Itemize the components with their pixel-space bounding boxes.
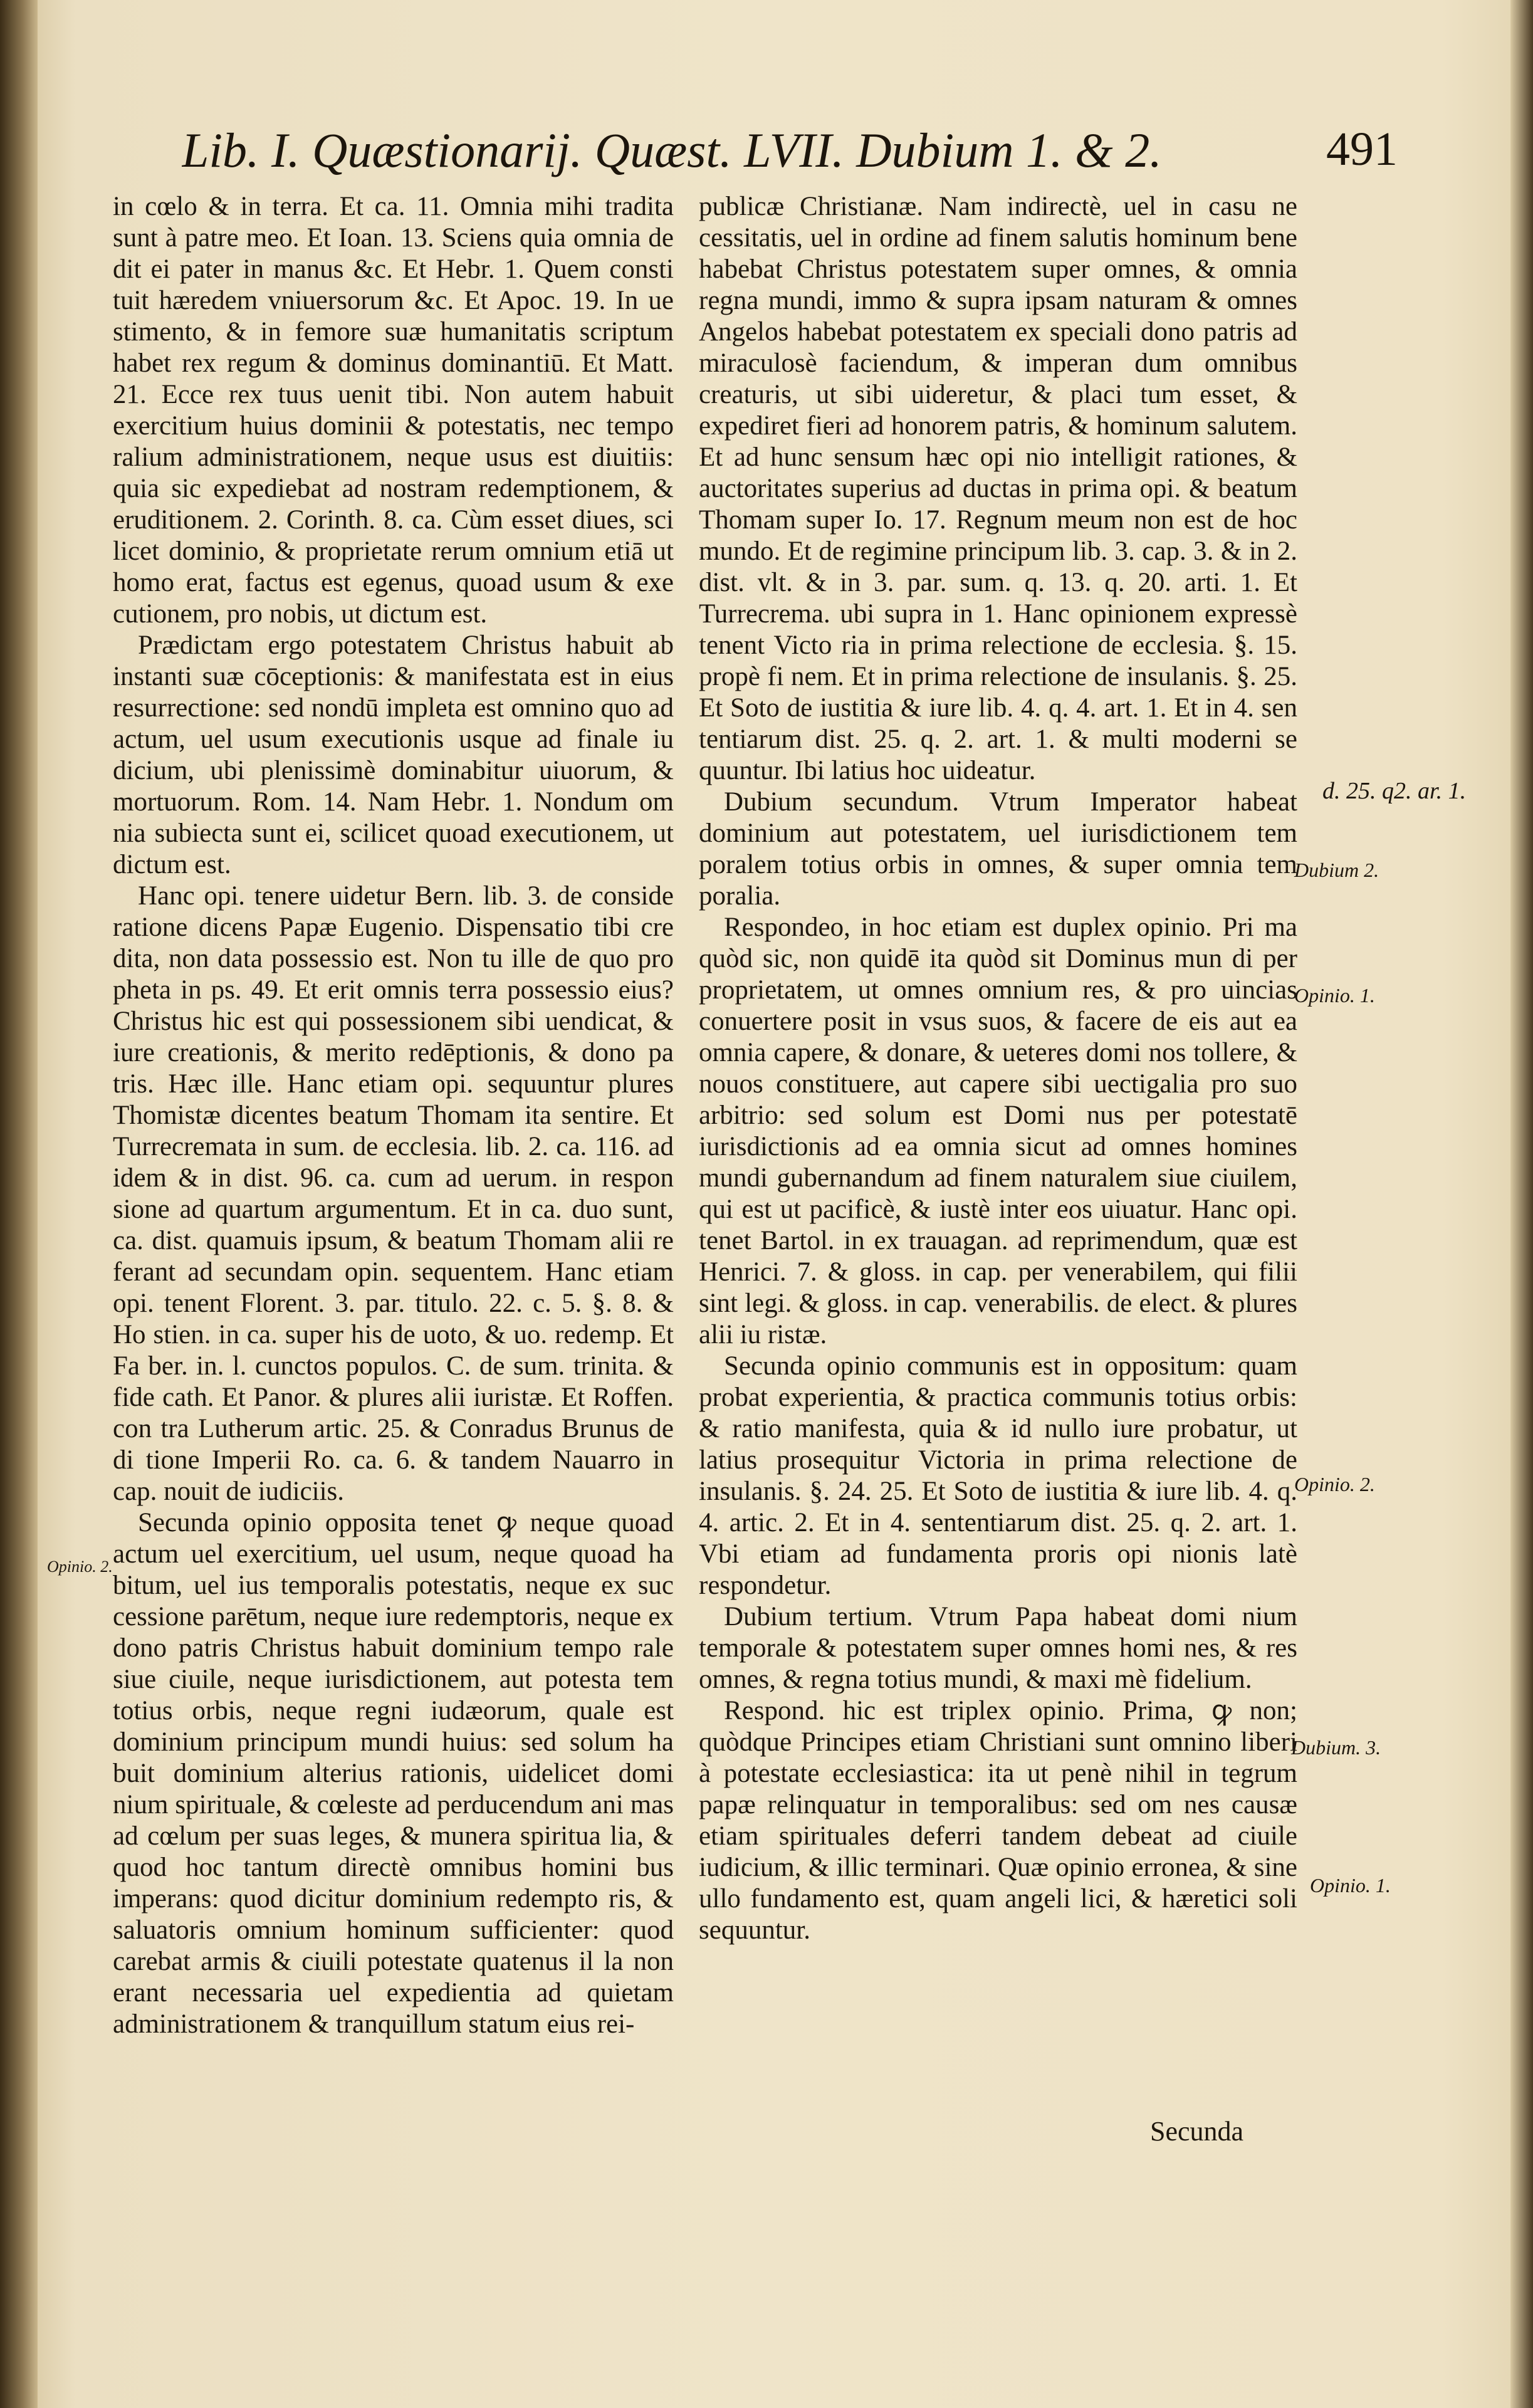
paragraph: Hanc opi. tenere uidetur Bern. lib. 3. de conside ratione dicens Papæ Eugenio. Dispensatio tibi cre dita, non data possessio est. Non tu ille de quo pro pheta in ps. 49. Et erit omnis terra possessio eius? Christus hic est qui possessionem sibi uendicat, & iure creationis, & merito redēptionis, & dono pa tris. Hæc ille. Hanc etiam opi. sequuntur plures Thomistæ dicentes beatum Thomam ita sentire. Et Turrecremata in sum. de ecclesia. lib. 2. ca. 116. ad idem & in dist. 96. ca. cum ad uerum. in respon sione ad quartum argumentum. Et in ca. duo sunt, ca. dist. quamuis ipsum, & beatum Thomam alii re ferant ad secundam opin. sequentem. Hanc etiam opi. tenent Florent. 3. par. titulo. 22. c. 5. §. 8. & Ho stien. in ca. super his de uoto, & uo. redemp. Et Fa ber. in. l. cunctos populos. C. de sum. trinita. & fide cath. Et Panor. & plures alii iuristæ. Et Roffen. con tra Lutherum artic. 25. & Conradus Brunus de di tione Imperii Ro. ca. 6. & tandem Nauarro in cap. nouit de iudiciis. bbox=[113, 881, 674, 1506]
margin-note-left-opinio-2: Opinio. 2. bbox=[47, 1557, 113, 1576]
page-number: 491 bbox=[1326, 123, 1398, 175]
paragraph: Dubium tertium. Vtrum Papa habeat domi nium temporale & potestatem super omnes homi nes, & res omnes, & regna totius mundi, & maxi mè fidelium. bbox=[699, 1602, 1297, 1694]
handwritten-note: d. 25. q2. ar. 1. bbox=[1322, 778, 1467, 804]
paragraph: Respondeo, in hoc etiam est duplex opinio. Pri ma quòd sic, non quidē ita quòd sit Dominus mun di per proprietatem, ut omnes omnium res, & pro uincias conuertere posit in vsus suos, & facere de eis aut ea omnia capere, & donare, & ueteres domi nos tollere, & nouos constituere, aut capere sibi uectigalia pro suo arbitrio: sed solum est Domi nus per potestatē iurisdictionis ad ea omnia sicut ad omnes homines mundi gubernandum ad finem naturalem siue ciuilem, qui est ut pacificè, & iustè inter eos uiuatur. Hanc opi. tenet Bartol. in ex trauagan. ad reprimendum, quæ est Henrici. 7. & gloss. in cap. per venerabilem, qui filii sint legi. & gloss. in cap. venerabilis. de elect. & plures alii iu ristæ. bbox=[699, 913, 1297, 1349]
running-header bbox=[182, 122, 1404, 185]
catchword: Secunda bbox=[1150, 2116, 1244, 2147]
right-text-column bbox=[699, 191, 1297, 1946]
paragraph: in cœlo & in terra. Et ca. 11. Omnia mihi tradita sunt à patre meo. Et Ioan. 13. Sciens quia omnia de dit ei pater in manus &c. Et Hebr. 1. Quem consti tuit hæredem vniuersorum &c. Et Apoc. 19. In ue stimento, & in femore suæ humanitatis scriptum habet rex regum & dominus dominantiū. Et Matt. 21. Ecce rex tuus uenit tibi. Non autem habuit exercitium huius dominii & potestatis, nec tempo ralium administrationem, neque usus est diuitiis: quia sic expediebat ad nostram redemptionem, & eruditionem. 2. Corinth. 8. ca. Cùm esset diues, sci licet dominio, & proprietate rerum omnium etiā ut homo erat, factus est egenus, quoad usum & exe cutionem, pro nobis, ut dictum est. bbox=[113, 192, 674, 629]
margin-note-dubium-2: Dubium 2. bbox=[1294, 859, 1379, 881]
paragraph: Prædictam ergo potestatem Christus habuit ab instanti suæ cōceptionis: & manifestata est in eius resurrectione: sed nondū impleta est omnino quo ad actum, uel usum executionis usque ad finale iu dicium, ubi plenissimè dominabitur uiuorum, & mortuorum. Rom. 14. Nam Hebr. 1. Nondum om nia subiecta sunt ei, scilicet quoad executionem, ut dictum est. bbox=[113, 631, 674, 879]
paragraph: Secunda opinio opposita tenet ꝙ neque quoad actum uel exercitium, uel usum, neque quoad ha bitum, uel ius temporalis potestatis, neque ex suc cessione parētum, neque iure redemptoris, neque ex dono patris Christus habuit dominium tempo rale siue ciuile, neque iurisdictionem, aut potesta tem totius orbis, neque regni iudæorum, quale est dominium principum mundi huius: sed solum ha buit dominium alterius rationis, uidelicet domi nium spirituale, & cœleste ad perducendum ani mas ad cœlum per suas leges, & munera spiritua lia, & quod hoc tantum directè omnibus homini bus imperans: quod dicitur dominium redempto ris, & saluatoris omnium hominum sufficienter: quod carebat armis & ciuili potestate quatenus il la non erant necessaria uel expedientia ad quietam administrationem & tranquillum statum eius rei- bbox=[113, 1508, 674, 2039]
paragraph: Secunda opinio communis est in oppositum: quam probat experientia, & practica communis totius orbis: & ratio manifesta, quia & id nullo iure probatur, ut latius prosequitur Victoria in prima relectione de insulanis. §. 24. 25. Et Soto de iustitia & iure lib. 4. q. 4. artic. 2. Et in 4. sententiarum dist. 25. q. 2. art. 1. Vbi etiam ad fundamenta proris opi nionis latè respondetur. bbox=[699, 1351, 1297, 1600]
paragraph: publicæ Christianæ. Nam indirectè, uel in casu ne cessitatis, uel in ordine ad finem salutis hominum bene habebat Christus potestatem super omnes, & omnia regna mundi, immo & supra ipsam naturam & omnes Angelos habebat potestatem ex speciali dono patris ad miraculosè faciendum, & imperan dum omnibus creaturis, ut sibi uideretur, & placi tum esset, & expediret fieri ad honorem patris, & hominum salutem. Et ad hunc sensum hæc opi nio intelligit rationes, & auctoritates superius ad ductas in prima opi. & beatum Thomam super Io. 17. Regnum meum non est de hoc mundo. Et de regimine principum lib. 3. cap. 3. & in 2. dist. vlt. & in 3. par. sum. q. 13. q. 20. arti. 1. Et Turrecrema. ubi supra in 1. Hanc opinionem expressè tenent Victo ria in prima relectione de ecclesia. §. 15. propè fi nem. Et in prima relectione de insulanis. §. 25. Et Soto de iustitia & iure lib. 4. q. 4. art. 1. Et in 4. sen tentiarum dist. 25. q. 2. art. 1. & multi moderni se quuntur. Ibi latius hoc uideatur. bbox=[699, 192, 1297, 785]
paragraph: Respond. hic est triplex opinio. Prima, ꝙ non; quòdque Principes etiam Christiani sunt omnino liberi à potestate ecclesiastica: ita ut penè nihil in tegrum papæ relinquatur in temporalibus: sed om nes causæ etiam spirituales deferri tandem debeat ad ciuile iudicium, & illic terminari. Quæ opinio erronea, & sine ullo fundamento est, quam angeli lici, & hæretici soli sequuntur. bbox=[699, 1696, 1297, 1945]
margin-note-dubium-3: Dubium. 3. bbox=[1291, 1736, 1381, 1759]
left-text-column bbox=[113, 191, 674, 2040]
running-title: Lib. I. Quæstionarij. Quæst. LVII. Dubium 1. & 2. bbox=[182, 123, 1162, 177]
margin-note-opinio-1b: Opinio. 1. bbox=[1310, 1874, 1391, 1897]
margin-note-opinio-1: Opinio. 1. bbox=[1294, 984, 1375, 1007]
page-edge bbox=[1510, 0, 1533, 2408]
paragraph: Dubium secundum. Vtrum Imperator habeat dominium aut potestatem, uel iurisdictionem tem poralem totius orbis in omnes, & super omnia tem poralia. bbox=[699, 787, 1297, 911]
book-gutter bbox=[0, 0, 38, 2408]
margin-note-opinio-2: Opinio. 2. bbox=[1294, 1473, 1375, 1495]
